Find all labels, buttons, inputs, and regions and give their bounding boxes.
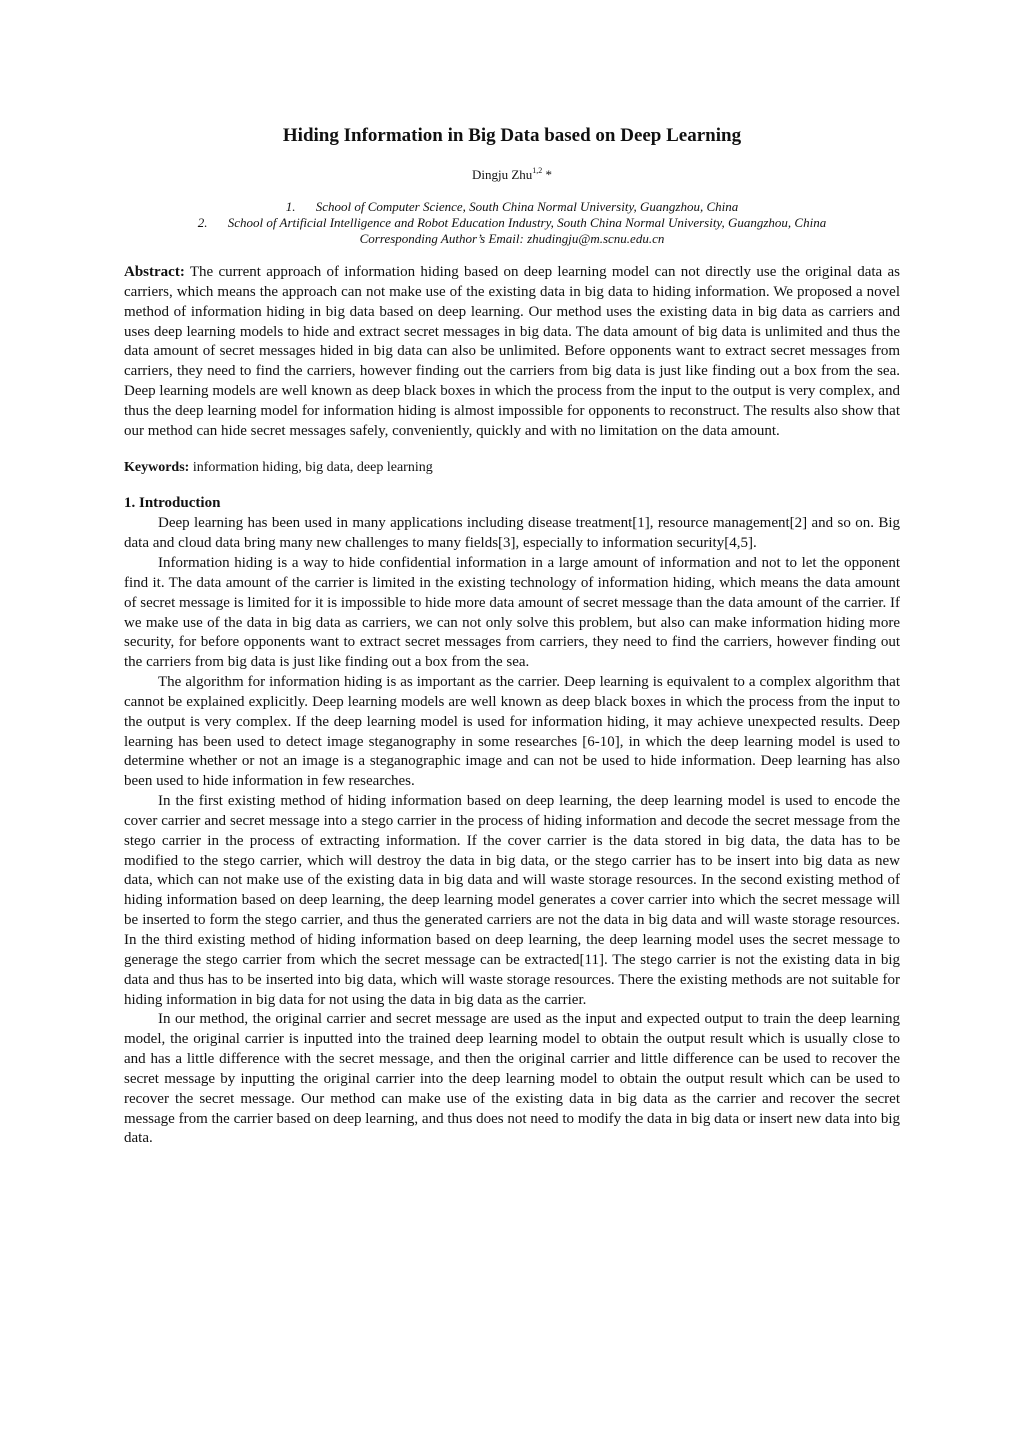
paper-body: [124, 263, 900, 1149]
keywords-text: information hiding, big data, deep learning: [192, 459, 433, 475]
author-name: Dingju Zhu: [471, 167, 533, 182]
affiliation-2-text: School of Artificial Intelligence and Robot Education Industry, South China Normal University, Guangzhou, China: [227, 215, 827, 230]
keywords-line: [124, 458, 900, 478]
affiliations-block: [0, 199, 1024, 247]
affiliation-1-text: School of Computer Science, South China Normal University, Guangzhou, China: [315, 199, 739, 214]
paper-title: Hiding Information in Big Data based on Deep Learning: [282, 125, 742, 146]
corresponding-email: Corresponding Author’s Email: zhudingju@m.scnu.edu.cn: [359, 231, 665, 246]
affiliation-2: [0, 215, 1024, 231]
corresponding-marker: *: [545, 167, 553, 182]
author-line: [0, 167, 1024, 183]
affiliation-1: [0, 199, 1024, 215]
keywords-label: Keywords:: [124, 459, 190, 475]
abstract-label: Abstract:: [124, 264, 185, 280]
affiliation-2-number: 2.: [197, 215, 208, 230]
abstract-paragraph: [124, 263, 900, 442]
abstract-text: The current approach of information hiding based on deep learning model can not directly use the original data as carriers, which means the approach can not make use of the existing data in big data to hiding information. We proposed a novel method of information hiding in big data based on deep learning. Our method uses the existing data in big data as carriers and uses deep learning models to hide and extract secret messages in big data. The data amount of big data is unlimited and thus the data amount of secret messages hided in big data can also be unlimited. Before opponents want to extract secret messages from carriers, they need to find the carriers, however finding out the carriers from big data is just like finding out a box from the sea. Deep learning models are well known as deep black boxes in which the process from the input to the output is very complex, and thus the deep learning model for information hiding is almost impossible for opponents to reconstruct. The results also show that our method can hide secret messages safely, conveniently, quickly and with no limitation on the data amount.: [124, 264, 900, 439]
affiliation-1-number: 1.: [285, 199, 296, 214]
intro-paragraph-4: In the first existing method of hiding information based on deep learning, the deep learning model is used to encode the cover carrier and secret message into a stego carrier in the process of hiding information and decode the secret message from the stego carrier in the process of extracting information. If the cover carrier is the data stored in big data, the data has to be modified to the stego carrier, which will destroy the data in big data, or the stego carrier has to be insert into big data as new data, which can not make use of the existing data in big data and will waste storage resources. In the second existing method of hiding information based on deep learning, the deep learning model generates a cover carrier into which the secret message will be inserted to form the stego carrier, and thus the generated carriers are not the data in big data and will waste storage resources. In the third existing method of hiding information based on deep learning, the deep learning model uses the secret message to generage the stego carrier from which the secret message can be extracted[11]. The stego carrier is not the existing data in big data and thus has to be inserted into big data, which will waste storage resources. There the existing methods are not suitable for hiding information in big data for not using the data in big data as the carrier.: [124, 793, 900, 1008]
intro-paragraph-5: In our method, the original carrier and secret message are used as the input and expected output to train the deep learning model, the original carrier is inputted into the trained deep learning model to obtain the output result which is usually close to and has a little difference with the secret message, and then the original carrier and little difference can be used to recover the secret message by inputting the original carrier into the deep learning model to obtain the output result which can be used to recover the secret message. Our method can make use of the existing data in big data as the carrier and recover the secret message from the carrier based on deep learning, and thus does not need to modify the data in big data or insert new data into big data.: [124, 1011, 900, 1147]
author-affiliation-marks: 1,2: [532, 166, 543, 175]
section-heading-introduction: 1. Introduction: [124, 495, 221, 512]
intro-paragraph-1: Deep learning has been used in many applications including disease treatment[1], resource management[2] and so on. Big data and cloud data bring many new challenges to many fields[3], especially to information security[4,5].: [124, 515, 900, 552]
intro-paragraph-3: The algorithm for information hiding is as important as the carrier. Deep learning is equivalent to a complex algorithm that cannot be explained explicitly. Deep learning models are well known as deep black boxes in which the process from the input to the output is very complex. If the deep learning model is used for information hiding, it may achieve unexpected results. Deep learning has been used to detect image steganography in some researches [6-10], in which the deep learning model is used to determine whether or not an image is a steganographic image and can not be used to hide information. Deep learning has also been used to hide information in few researches.: [124, 674, 900, 790]
intro-paragraph-2: Information hiding is a way to hide confidential information in a large amount of information and not to let the opponent find it. The data amount of the carrier is limited in the existing technology of information hiding, which means the data amount of secret message is limited for it is impossible to hide more data amount of secret message than the data amount of the carrier. If we make use of the data in big data as carriers, we can not only solve this problem, but also can make information hiding more security, for before opponents want to extract secret messages from carriers, they need to find the carriers, however finding out the carriers from big data is just like finding out a box from the sea.: [124, 554, 900, 671]
